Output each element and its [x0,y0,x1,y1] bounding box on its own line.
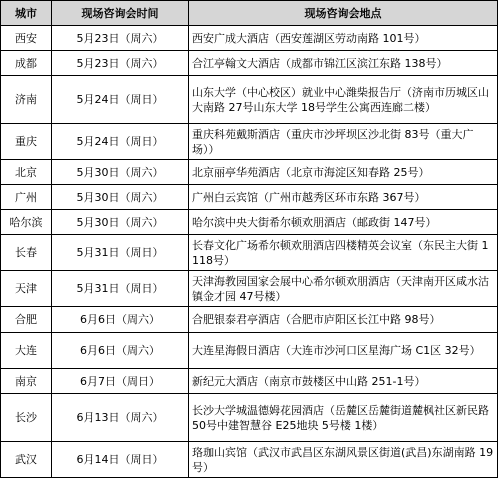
city-cell: 南京 [1,369,52,394]
table-row [1,369,498,394]
venue-cell: 哈尔滨中央大街希尔顿欢朋酒店（邮政街 147号） [189,210,498,235]
city-cell: 西安 [1,26,52,51]
venue-cell: 重庆科苑戴斯酒店（重庆市沙坪坝区沙北街 83号（重大广场）） [189,124,498,160]
city-cell: 北京 [1,160,52,185]
city-cell: 天津 [1,271,52,307]
city-cell: 成都 [1,51,52,76]
table-row [1,307,498,333]
table-row [1,124,498,160]
time-cell: 5月30日（周六） [52,185,189,210]
time-cell: 5月23日（周六） [52,51,189,76]
time-cell: 6月14日（周日） [52,442,189,478]
venue-cell: 长春文化广场希尔顿欢朋酒店四楼精英会议室（东民主大街 1118号） [189,235,498,271]
venue-cell: 西安广成大酒店（西安莲湖区劳动南路 101号） [189,26,498,51]
venue-cell: 合江亭翰文大酒店（成都市锦江区滨江东路 138号） [189,51,498,76]
table-row [1,160,498,185]
venue-cell: 珞珈山宾馆（武汉市武昌区东湖风景区街道(武昌)东湖南路 19号） [189,442,498,478]
venue-cell: 天津海教园国家会展中心希尔顿欢朋酒店（天津南开区咸水沽镇金才园 47号楼） [189,271,498,307]
time-cell: 5月30日（周六） [52,210,189,235]
time-cell: 6月6日（周六） [52,333,189,369]
time-cell: 5月30日（周六） [52,160,189,185]
table-row [1,210,498,235]
city-cell: 长春 [1,235,52,271]
table-row [1,51,498,76]
venue-cell: 新纪元大酒店（南京市鼓楼区中山路 251-1号） [189,369,498,394]
city-cell: 长沙 [1,394,52,442]
city-cell: 济南 [1,76,52,124]
table-row [1,235,498,271]
header-venue: 现场咨询会地点 [189,1,498,26]
venue-cell: 北京丽亭华苑酒店（北京市海淀区知春路 25号） [189,160,498,185]
table-header-row [1,1,498,26]
time-cell: 6月13日（周六） [52,394,189,442]
time-cell: 6月6日（周六） [52,307,189,333]
time-cell: 5月23日（周六） [52,26,189,51]
table-row [1,442,498,478]
city-cell: 武汉 [1,442,52,478]
city-cell: 重庆 [1,124,52,160]
table-row [1,271,498,307]
venue-cell: 合肥银泰君亭酒店（合肥市庐阳区长江中路 98号） [189,307,498,333]
city-cell: 哈尔滨 [1,210,52,235]
table-row [1,333,498,369]
city-cell: 大连 [1,333,52,369]
time-cell: 6月7日（周日） [52,369,189,394]
table-row [1,76,498,124]
table-row [1,185,498,210]
time-cell: 5月31日（周日） [52,235,189,271]
city-cell: 广州 [1,185,52,210]
venue-cell: 大连星海假日酒店（大连市沙河口区星海广场 C1区 32号） [189,333,498,369]
venue-cell: 山东大学（中心校区）就业中心潍柴报告厅（济南市历城区山大南路 27号山东大学 18号学生公寓西连廊二楼） [189,76,498,124]
table-row [1,394,498,442]
header-time: 现场咨询会时间 [52,1,189,26]
venue-cell: 广州白云宾馆（广州市越秀区环市东路 367号） [189,185,498,210]
venue-cell: 长沙大学城温德姆花园酒店（岳麓区岳麓街道麓枫社区新民路 50号中建智慧谷 E25地块 5号楼 1楼） [189,394,498,442]
header-city: 城市 [1,1,52,26]
time-cell: 5月24日（周日） [52,124,189,160]
time-cell: 5月31日（周日） [52,271,189,307]
table-row [1,26,498,51]
time-cell: 5月24日（周日） [52,76,189,124]
city-cell: 合肥 [1,307,52,333]
